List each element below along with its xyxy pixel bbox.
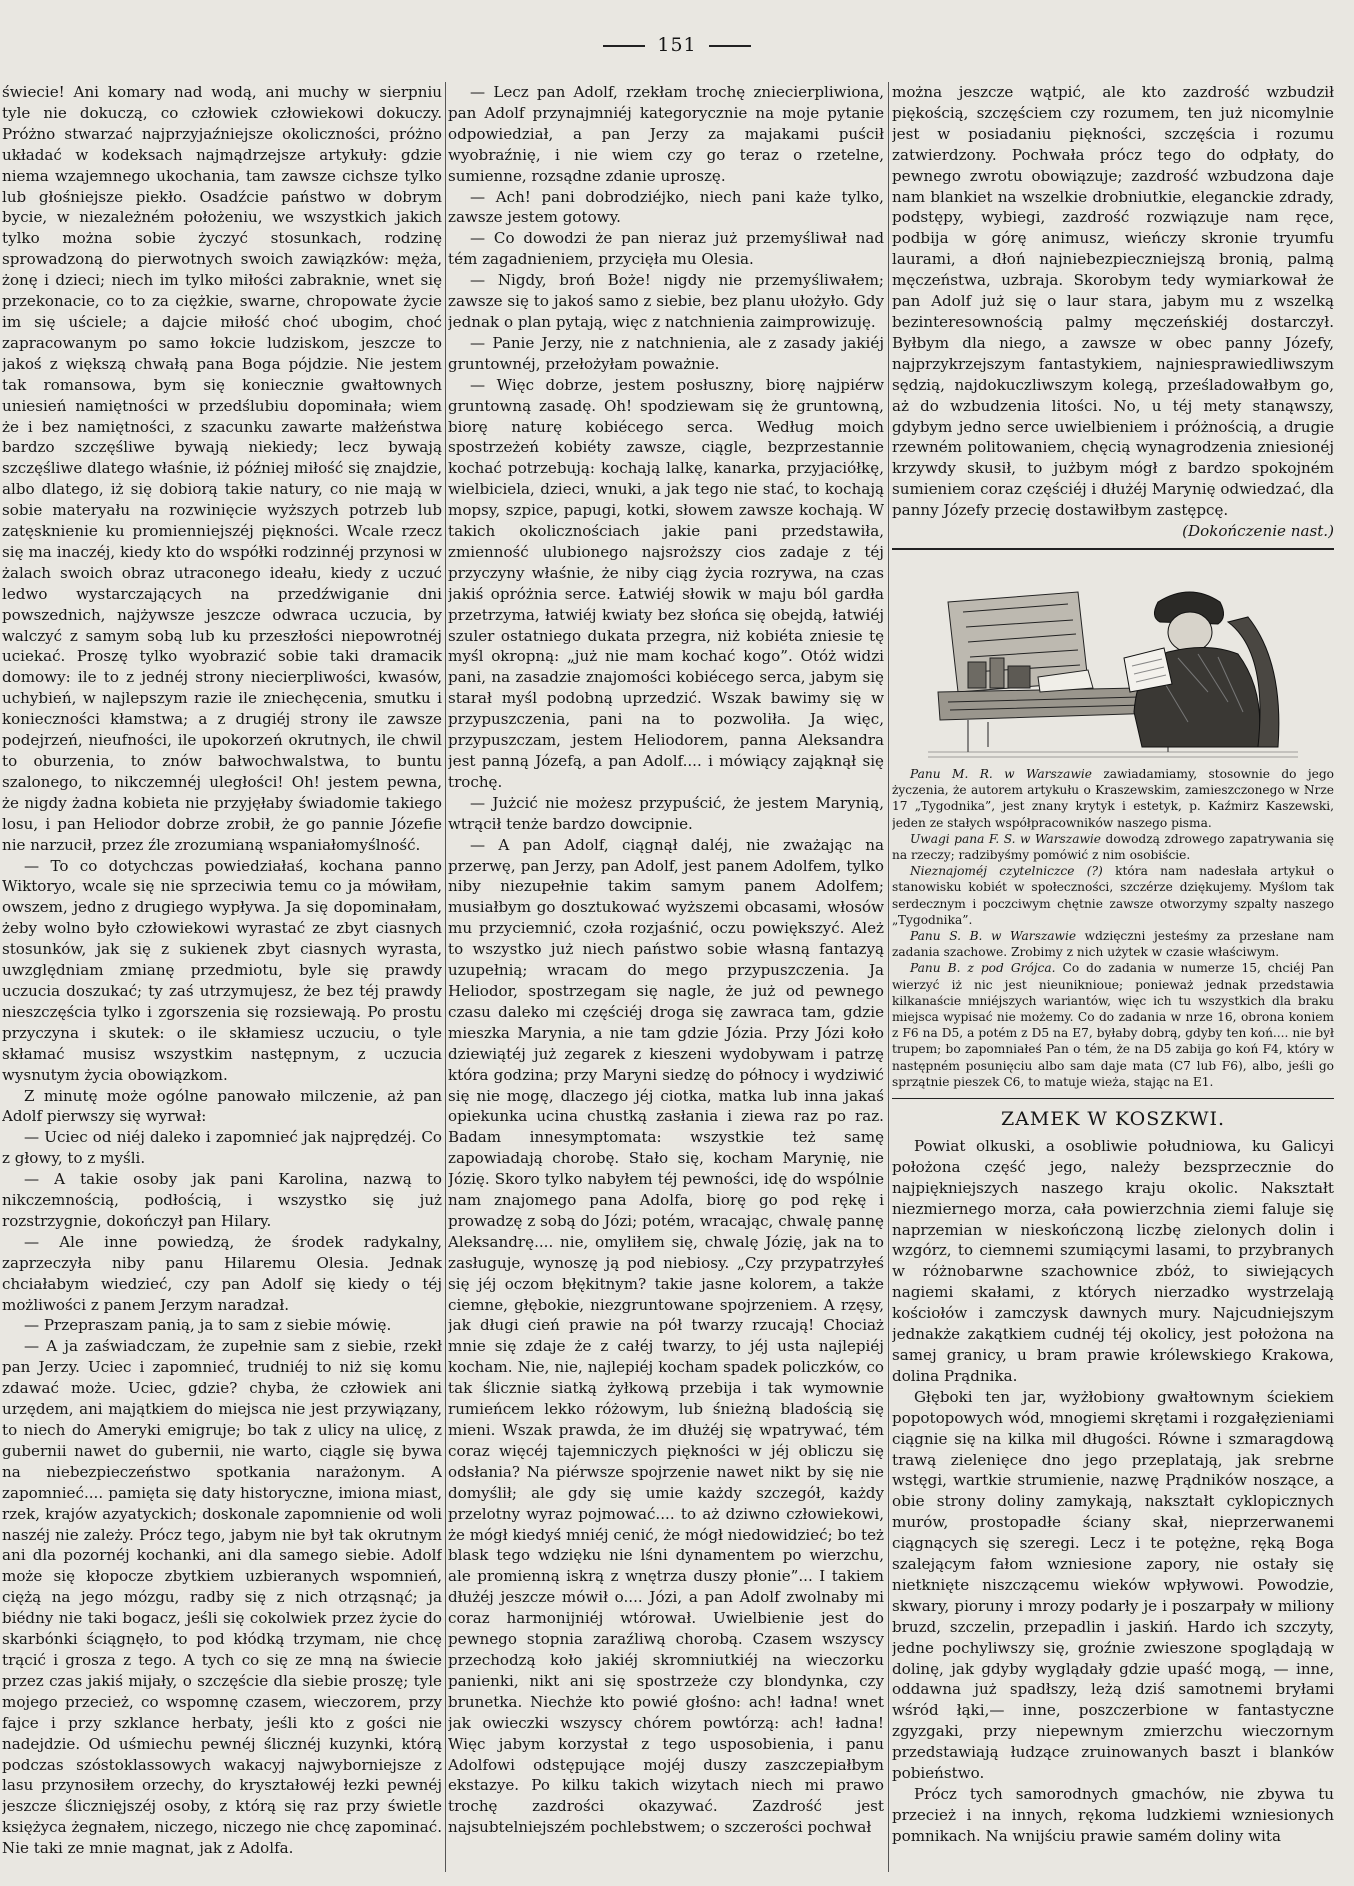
article-title: ZAMEK W KOSZKWI. [1000, 1108, 1226, 1130]
note-text: wdzięczni jesteśmy za przesłane nam zadania szachowe. Zrobimy z nich użytek w czasie właściwym. [892, 928, 1334, 960]
folio-rule-left [603, 45, 645, 47]
note-addressee: Nieznajoméj czytelniczce (?) [910, 864, 1103, 879]
note-text: dowodzą zdrowego zapatrywania się na rzeczy; radzibyśmy pomówić z nim osobiście. [892, 831, 1334, 862]
continuation-note: (Dokończenie nast.) [1182, 522, 1334, 541]
paragraph: — Lecz pan Adolf, rzekłam trochę zniecierpliwiona, pan Adolf przynajmniéj kategorycznie na moje pytanie odpowiedział, a pan Jerzy za majakami puścił wyobraźnię, i nie wiem czy go teraz o rzetelne, sumienne, rozsądne zdanie uproszę. [448, 83, 884, 185]
paragraph: — Więc dobrze, jestem posłuszny, biorę najpiérw gruntowną zasadę. Oh! spodziewam się że gruntowną, biorę naturę kobiécego serca. Według moich spostrzeżeń kobiéty zawsze, ciągle, bezprzestannie kochać potrzebują: kochają lalkę, kanarka, przyjaciółkę, wielbiciela, dzieci, wnuki, a jak tego nie stać, to kochają mopsy, szpice, papugi, kotki, słowem zawsze kochają. W takich okolicznościach jakie pani przedstawiła, zmienność ulubionego najsroższy cios zadaje z téj przyczyny właśnie, że niby ciąg życia rozrywa, na czas jakiś opróżnia serce. Łatwiéj słowik w maju ból gardła przetrzyma, łatwiéj kwiaty bez słońca się obejdą, łatwiéj szuler ostatniego dukata przegra, niż kobiéta zniesie tę myśl okropną: „już nie mam kochać kogo”. Otóż widzi pani, na zasadzie znajomości kobiécego serca, jabym się starał myśl podobną uprzedzić. Wszak bawimy się w przypuszczenia, pani na to pozwoliła. Ja więc, przypuszczam, jestem Heliodorem, panna Aleksandra jest panną Józefą, a pan Adolf.... i mówiący zająknął się trochę. [448, 375, 884, 791]
column-3 [892, 82, 1334, 1872]
paragraph: — A ja zaświadczam, że zupełnie sam z siebie, rzekł pan Jerzy. Uciec i zapomnieć, trudniéj to niż się komu zdawać może. Uciec, gdzie? chyba, że człowiek ani urzędem, ani majątkiem do miejsca nie jest przywiązany, to niech do Ameryki emigruje; bo tak z ulicy na ulicę, z gubernii nawet do gubernii, nie warto, ciągle się bywa na niebezpieczeństwo spotkania narażonym. A zapomnieć.... pamięta się daty historyczne, imiona miast, rzek, krajów azyatyckich; doskonale zapomnienie od woli naszéj nie zależy. Prócz tego, jabym nie był tak okrutnym ani dla pozornéj kochanki, ani dla samego siebie. Adolf może się kłopocze zbytkiem uzbieranych wspomnień, ciężą na jego mózgu, radby się z nich otrząsnąć; ja biédny nie taki bogacz, jeśli się cokolwiek przez życie do skarbónki ściągnęło, to pod kłódką trzymam, nie chcę trącić i grosza z tego. A tych co się ze mną na świecie przez czas jakiś mijały, o szczęście dla siebie proszę; tyle mojego przecież, co wspomnę czasem, wieczorem, przy fajce i przy szklance herbaty, jeśli kto z gości nie nadejdzie. Od uśmiechu pewnéj ślicznéj kuzynki, którą podczas szóstoklassowych wakacyj najwyborniejsze z lasu przynosiłem orzechy, do kryształowéj łezki pewnéj jeszcze ślicznięjszéj osoby, z którą się raz przy świetle księżyca żegnałem, niczego, niczego nie chcę zapominać. Nie taki ze mnie magnat, jak z Adolfa. [2, 1337, 442, 1858]
paragraph: — Przepraszam panią, ja to sam z siebie mówię. [24, 1316, 392, 1335]
section-rule [892, 1098, 1334, 1099]
note-addressee: Panu S. B. w Warszawie [910, 928, 1077, 943]
paragraph: — Panie Jerzy, nie z natchnienia, ale z zasady jakiéj gruntownéj, przełożyłam poważnie. [448, 333, 884, 373]
column-1 [2, 82, 442, 1872]
column-divider [888, 82, 889, 1872]
paragraph: można jeszcze wątpić, ale kto zazdrość wzbudził piękością, szczęściem czy rozumem, ten już nicomylnie jest w posiadaniu piękności, szczęścia i rozumu zatwierdzony. Pochwała prócz tego do odpłaty, do pewnego zwrotu obowiązuje; zazdrość wzbudzona daje nam blankiet na wszelkie drobniutkie, eleganckie zdrady, podstępy, wybiegi, zazdrość rozwiązuje nam ręce, podbija w górę animusz, wieńczy skronie tryumfu laurami, a dłoń najniebezpieczniejszą bronią, palmą męczeństwa, uzbraja. Skorobym tedy wymiarkował że pan Adolf już się o laur stara, jabym mu z wszelką bezinteresownością palmy męczeńskiéj dostarczył. Byłbym dla niego, a zawsze w obec panny Józefy, najprzykrzejszym fantastykiem, najniesprawiedliwszym sędzią, najdokuczliwszym kolegą, prześladowałbym go, aż do wzbudzenia litości. No, u téj mety stanąwszy, gdybym jedno serce uwielbieniem i próżnością, a drugie rzewném politowaniem, chęcią wynagrodzenia zniesionéj krzywdy skusił, to jużbym mógł z bardzo spokojném sumieniem coraz częściéj i dłużéj Marynię odwiedzać, dla panny Józefy przecię dostawiłbym zastępcę. [892, 83, 1334, 520]
paragraph: Powiat olkuski, a osobliwie południowa, ku Galicyi położona część jego, należy bezsprzecznie do najpiękniejszych naszego kraju okolic. Nakształt niezmiernego morza, cała powierzchnia ziemi faluje się naprzemian w nieskończoną liczbę zielonych dolin i wzgórz, to ciemnemi szumiącymi lasami, to przybranych w różnobarwne szachownice zbóż, to siwiejących nagiemi skałami, z których nierzadko wystrzelają kościołów i zamczysk dawnych mury. Najcudniejszym jednakże zakątkiem cudnéj téj okolicy, jest położona na samej granicy, u bram prawie królewskiego Krakowa, dolina Prądnika. [892, 1136, 1334, 1385]
paragraph: — Ach! pani dobrodziéjko, niech pani każe tylko, zawsze jestem gotowy. [448, 187, 884, 227]
note-text: Co do zadania w numerze 15, chciéj Pan wierzyć iż nic jest nieuniknioue; ponieważ jednak przedstawia kilkanaście mniéjszych wariantów, więc ich tu wszystkich dla braku miejsca wypisać nie możemy. Co do zadania w nrze 16, obrona koniem z F6 na D5, a potém z D5 na E7, byłaby dobrą, gdyby ten koń.... nie był trupem; bo zapomniałeś Pan o tém, że na D5 zabija go koń F4, który w następném posunięciu albo sam daje mata (C7 lub F6), albo, jeśli go sprzątnie pieszek C6, to matuje wieża, stając na E1. [892, 961, 1334, 1089]
paragraph: — Ale inne powiedzą, że środek radykalny, zaprzeczyła niby panu Hilaremu Olesia. Jednak chciałabym wiedzieć, czy pan Adolf się kiedy o téj możliwości z panem Jerzym naradzał. [2, 1232, 442, 1314]
editorial-correspondence [892, 766, 1334, 1090]
note-item [892, 863, 1334, 928]
folio-rule-right [709, 45, 751, 47]
note-text: która nam nadesłała artykuł o stanowisku kobiét w społeczności, szczérze dziękujemy. Myślom tak serdecznym i poczciwym chętnie zawsze otworzymy szpalty naszego „Tygodnika”. [892, 864, 1334, 927]
paragraph: Z minutę może ogólne panowało milczenie, aż pan Adolf pierwszy się wyrwał: [2, 1086, 442, 1126]
paragraph: — A takie osoby jak pani Karolina, nazwą to nikczemnością, podłością, i wszystko się już rozstrzygnie, dokończył pan Hilary. [2, 1170, 442, 1230]
note-text: zawiadamiamy, stosownie do jego życzenia, że autorem artykułu o Kraszewskim, zamieszczonego w Nrze 17 „Tygodnika”, jest znany krytyk i estetyk, p. Kaźmirz Kaszewski, jeden ze stałych współpracowników naszego pisma. [892, 766, 1334, 830]
note-addressee: Uwagi pana F. S. w Warszawie [910, 831, 1102, 846]
page-number [0, 34, 1354, 56]
engraving-man-reading-illustration [928, 562, 1298, 762]
paragraph: — To co dotychczas powiedziałaś, kochana panno Wiktoryo, wcale się nie sprzeciwia temu co ja mówiłam, owszem, jedno z drugiego wypływa. Ja się dopominałam, żeby wolno było człowiekowi wyrastać ze zbyt ciasnych stosunków, jak się z sukienek zbyt ciasnych wyrasta, uwzględniam zmianę przedmiotu, byle się prawdy uczucia doszukać; ty zaś utrzymujesz, że bez téj prawdy nieszczęścia tylko i zgorszenia się rozsiewają. Po prostu przyczyna i skutek: o ile skłamiesz uczuciu, o tyle skłamać musisz wszystkim następnym, z uczucia wysnutym życia obowiązkom. [2, 856, 442, 1084]
note-addressee: Panu B. z pod Grójca. [910, 961, 1056, 976]
paragraph: Prócz tych samorodnych gmachów, nie zbywa tu przecież i na innych, rękoma ludzkiemi wzniesionych pomnikach. Na wnijściu prawie samém doliny wita [892, 1785, 1334, 1845]
column-2 [448, 82, 884, 1872]
page-number-text: 151 [657, 34, 697, 56]
paragraph: świecie! Ani komary nad wodą, ani muchy w sierpniu tyle nie dokuczą, co człowiek człowiekowi dokuczy. Próżno stwarzać najprzyjaźniejsze okoliczności, próżno układać w kodeksach najmądrzejsze artykuły: gdzie niema wzajemnego ukochania, tam zawsze cichsze tylko lub głośniejsze piekło. Osadźcie państwo w dobrym bycie, w niezależném położeniu, we wszystkich jakich tylko można sobie życzyć stosunkach, rodzinę sprowadzoną do pierwotnych swoich zawiązków: męża, żonę i dzieci; niech im tylko miłości zabraknie, wnet się przekonacie, co to za ciężkie, swarne, chropowate życie im się uściele; a dajcie miłość choć ubogim, choć zapracowanym po samo łokcie ludziskom, jeszcze to jakoś z większą chwałą pana Boga pójdzie. Nie jestem tak romansowa, bym się koniecznie gwałtownych uniesień namiętności w przedślubiu dopominała; wiem że i bez namiętności, z szacunku zawarte małżeństwa bardzo szczęśliwe bywają niekiedy; lecz bywają szczęśliwe dlatego właśnie, iż później miłość się znajdzie, albo dlatego, iż się dobiorą takie natury, co nie mają w sobie materyału na rozwinięcie wyższych potrzeb lub zatęsknienie ku promienniejszéj piękności. Wcale rzecz się ma inaczéj, kiedy kto do współki rodzinnéj przynosi w żalach swoich obraz utraconego ideału, kiedy z uczuć ledwo wystarczających na przedźwiganie dni powszednich, najżywsze jeszcze odwraca uczucia, by walczyć z samym sobą lub ku przeszłości niepowrotnéj uciekać. Proszę tylko wyobrazić sobie taki dramacik domowy: ile to z jednéj strony niecierpliwości, kwasów, uchybień, w najlepszym razie ile zniechęcenia, smutku i konieczności kłamstwa; a z drugiéj strony ile zawsze podejrzeń, nieufności, ile upokorzeń okrutnych, ile chwil to oburzenia, to znów bałwochwalstwa, to buntu szalonego, to nikczemnéj uległości! Oh! jestem pewna, że nigdy żadna kobieta nie przyjęłaby świadomie takiego losu, i pan Heliodor dobrze zrobił, że go pannie Józefie nie narzucił, przez źle zrozumianą wspaniałomyślność. [2, 83, 442, 854]
column-divider [445, 82, 446, 1872]
note-item [892, 928, 1334, 960]
paragraph: — Uciec od niéj daleko i zapomnieć jak najprędzéj. Co z głowy, to z myśli. [2, 1128, 442, 1168]
note-addressee: Panu M. R. w Warszawie [910, 766, 1092, 781]
section-rule [892, 548, 1334, 550]
paragraph: Głęboki ten jar, wyżłobiony gwałtownym ściekiem popotopowych wód, mnogiemi skrętami i rozgałęzieniami ciągnie się na kilka mil długości. Równe i szmaragdową trawą zielenięce dno jego przeplatają, jak srebrne wstęgi, wartkie strumienie, nazwę Prądników noszące, a obie strony doliny zamykają, nakształt cyklopicznych murów, prostopadłe ściany skał, nieprzerwanemi ciągnących się szeregi. Lecz i te potężne, ręką Boga szalejącym fałom wzniesione zapory, nie ostały się nietknięte niszczącemu wieków wpływowi. Powodzie, skwary, pioruny i mrozy podarły je i poszarpały w miliony bruzd, szczelin, przepadlin i jaskiń. Hardo ich szczyty, jedne pochyliwszy się, groźnie zwieszone spoglądają w dolinę, jak gdyby wyglądały gdzie upaść mogą, — inne, oddawna już spadłszy, leżą dziś samotnemi bryłami wśród łąki,— inne, poszczerbione w fantastyczne zgyzgaki, przy niepewnym zmierzchu wieczornym przedstawiają łudzące zruinowanych baszt i blanków pobieństwo. [892, 1387, 1334, 1783]
note-item [892, 766, 1334, 831]
note-item [892, 831, 1334, 863]
paragraph: — A pan Adolf, ciągnął daléj, nie zważając na przerwę, pan Jerzy, pan Adolf, jest panem Adolfem, tylko niby niezupełnie takim samym panem Adolfem; musiałbym go dosztukować wyższemi obcasami, włosów mu przyciemnić, czoła rozjaśnić, oczu powiększyć. Ależ to wszystko już niech państwo sobie własną fantazyą uzupełnią; wracam do mego przypuszczenia. Ja Heliodor, spostrzegam się nagle, że już od pewnego czasu daleko mi częściéj droga się zawraca tam, gdzie mieszka Marynia, a nie tam gdzie Józia. Przy Józi koło dziewiątéj już zegarek z kieszeni wydobywam i patrzę która godzina; przy Maryni siedzę do północy i wydziwić się nie mogę, dlaczego jéj ciotka, matka lub inna jakaś opiekunka ucina chustką zasłania i ziewa raz po raz. Badam innesymptomata: wszystkie też samę zapowiadają chorobę. Stało się, kocham Marynię, nie Józię. Skoro tylko nabyłem téj pewności, idę do wspólnie nam znajomego pana Adolfa, biorę go pod rękę i prowadzę z sobą do Józi; potém, wracając, chwalę pannę Aleksandrę.... nie, omyliłem się, chwalę Józię, jak na to zasługuje, wynoszę ją pod niebiosy. „Czy przypatrzyłeś się jéj oczom błękitnym? takie jasne kolorem, a także ciemne, głębokie, niezgruntowane spojrzeniem. A rzęsy, jak długi cień prawie na pół twarzy rzucają! Chociaż mnie się zdaje że z całéj twarzy, to jéj usta najlepiéj kocham. Nie, nie, najlepiéj kocham spadek policzków, co tak ślicznie siatką żyłkową przebija i tak wymownie rumieńcem lekko różowym, lub śnieżną bladością się mieni. Wszak prawda, że im dłużéj się wpatrywać, tém coraz więcéj tajemniczych piękności w jéj obliczu się odsłania? Na piérwsze spojrzenie nawet nikt by się nie domyślił; ale gdy się umie każdy szczegół, każdy przelotny wyraz pojmować.... to aż dziwno człowiekowi, że mógł kiedyś mniéj cenić, że mógł niedowidzieć; bo też blask tego wdzięku nie lśni dynamentem po wierzchu, ale promienną iskrą z wnętrza duszy płonie”... I takiem dłużéj jeszcze mówił o.... Józi, a pan Adolf zwolnaby mi coraz harmonijniéj wtórował. Uwielbienie jest do pewnego stopnia zaraźliwą chorobą. Czasem wszyscy przechodzą koło jakiéj skromniutkiéj na wieczorku panienki, nikt ani się spostrzeże czy blondynka, czy brunetka. Niechże kto powié głośno: ach! ładna! wnet jak owieczki wszyscy chórem powtórzą: ach! ładna! Więc jabym korzystał z tego usposobienia, i panu Adolfowi odstępujące mojéj duszy zaszczepiałbym ekstazye. Po kilku takich wizytach niech mi prawo trochę zazdrości okazywać. Zazdrość jest najsubtelniejszém pochlebstwem; o szczerości pochwał [448, 835, 884, 1837]
paragraph: — Co dowodzi że pan nieraz już przemyśliwał nad tém zagadnieniem, przycięła mu Olesia. [448, 229, 884, 269]
note-item [892, 960, 1334, 1090]
paragraph: — Jużcić nie możesz przypuścić, że jestem Marynią, wtrącił tenże bardzo dowcipnie. [448, 793, 884, 833]
paragraph: — Nigdy, broń Boże! nigdy nie przemyśliwałem; zawsze się to jakoś samo z siebie, bez planu ułożyło. Gdy jednak o plan pytają, więc z natchnienia zaimprowizuję. [448, 271, 884, 331]
